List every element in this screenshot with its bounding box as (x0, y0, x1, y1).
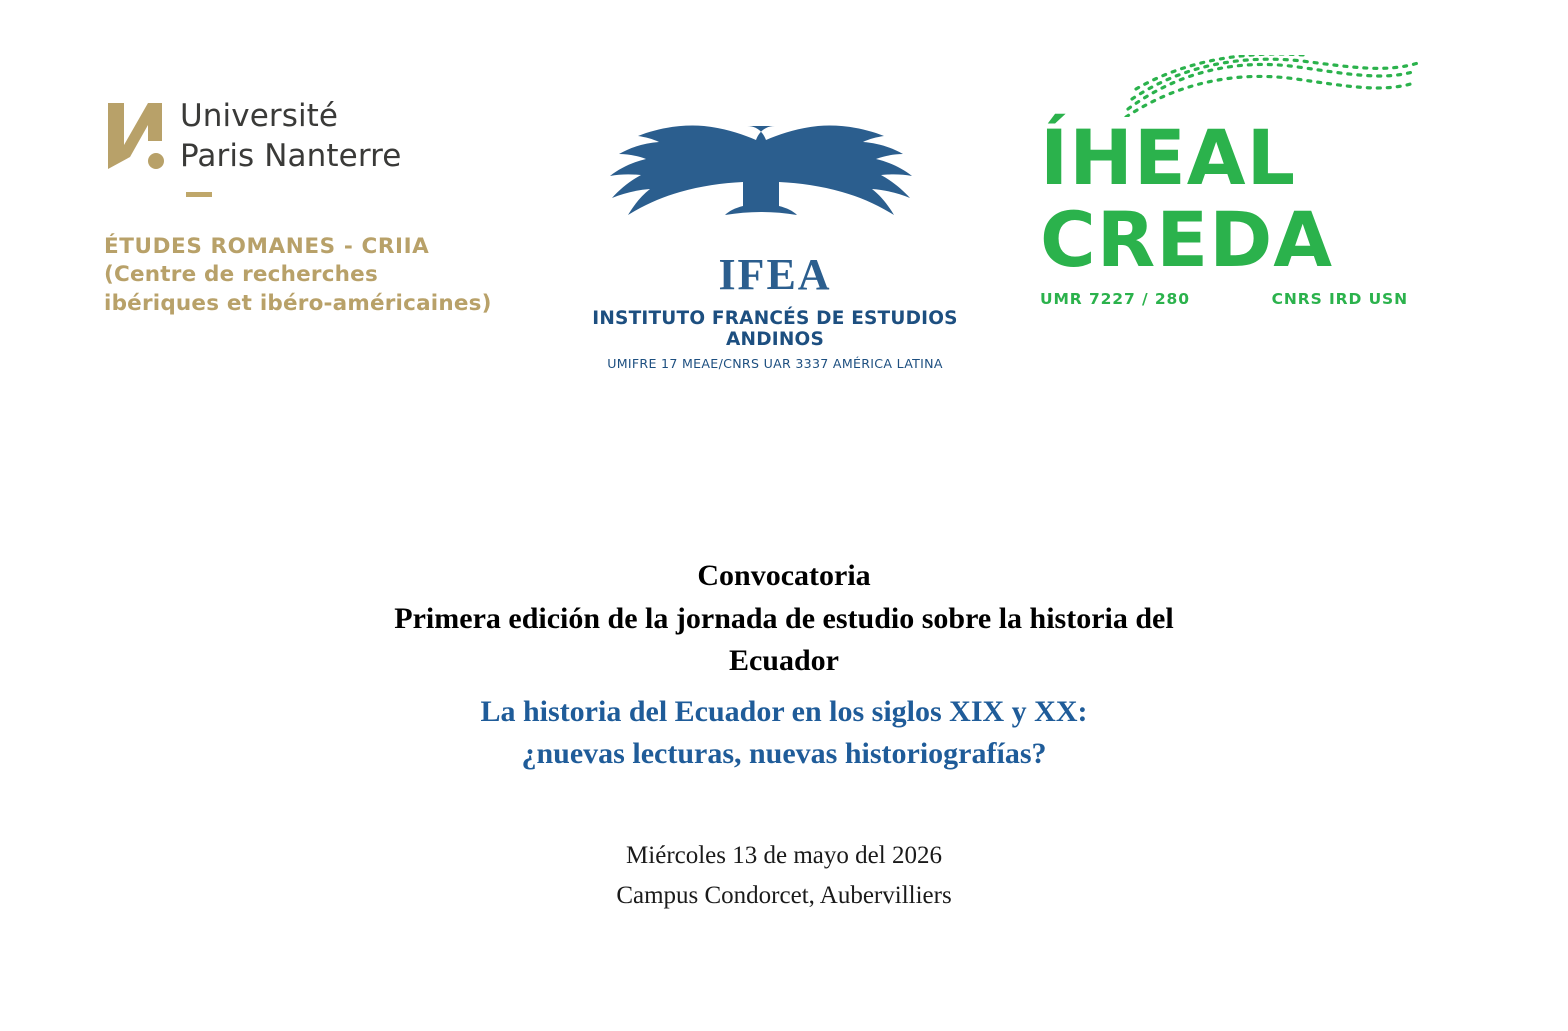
nanterre-lab-line3: ibériques et ibéro-américaines) (104, 291, 492, 317)
creda-wordmark: CREDA (1040, 195, 1334, 285)
nanterre-name-line2: Paris Nanterre (180, 138, 402, 175)
nanterre-top-row (104, 95, 564, 197)
ifea-footer-code: UMIFRE 17 MEAE/CNRS UAR 3337 AMÉRICA LATINA (607, 356, 943, 371)
nanterre-monogram-icon (104, 95, 166, 177)
iheal-institutions: CNRS IRD USN (1271, 290, 1408, 309)
nanterre-name (180, 95, 401, 197)
logo-band (0, 0, 1568, 400)
subtitle-line-2: ¿nuevas lecturas, nuevas historiografías? (521, 737, 1047, 771)
iheal-umr-code: UMR 7227 / 280 (1040, 290, 1190, 309)
event-venue: Campus Condorcet, Aubervilliers (616, 882, 952, 910)
logo-iheal-creda (1040, 55, 1460, 308)
title-line-ecuador: Ecuador (728, 644, 839, 678)
nanterre-name-line1: Université (180, 98, 339, 134)
title-line-edicion: Primera edición de la jornada de estudio sobre la historia del (394, 601, 1174, 635)
ifea-full-name: INSTITUTO FRANCÉS DE ESTUDIOS ANDINOS (592, 308, 958, 350)
subtitle-line-1: La historia del Ecuador en los siglos XIX y XX: (480, 694, 1088, 728)
ifea-acronym: IFEA (718, 250, 832, 299)
event-details (0, 836, 1568, 917)
iheal-wordmark: ÍHEAL (1040, 113, 1297, 202)
page-title (239, 555, 1329, 683)
page-subtitle (224, 691, 1344, 776)
condor-bird-icon (565, 225, 985, 242)
event-date: Miércoles 13 de mayo del 2026 (626, 841, 942, 869)
announcement-text-block (0, 555, 1568, 917)
nanterre-lab-line1: ÉTUDES ROMANES - CRIIA (104, 233, 430, 259)
nanterre-lab-name (104, 233, 564, 319)
nanterre-lab-line2: (Centre de recherches (104, 262, 378, 288)
logo-ifea (560, 88, 990, 371)
logo-universite-paris-nanterre (104, 95, 564, 319)
iheal-footer (1040, 290, 1408, 308)
nanterre-dash-rule (186, 192, 212, 197)
title-line-convocatoria: Convocatoria (697, 559, 871, 592)
